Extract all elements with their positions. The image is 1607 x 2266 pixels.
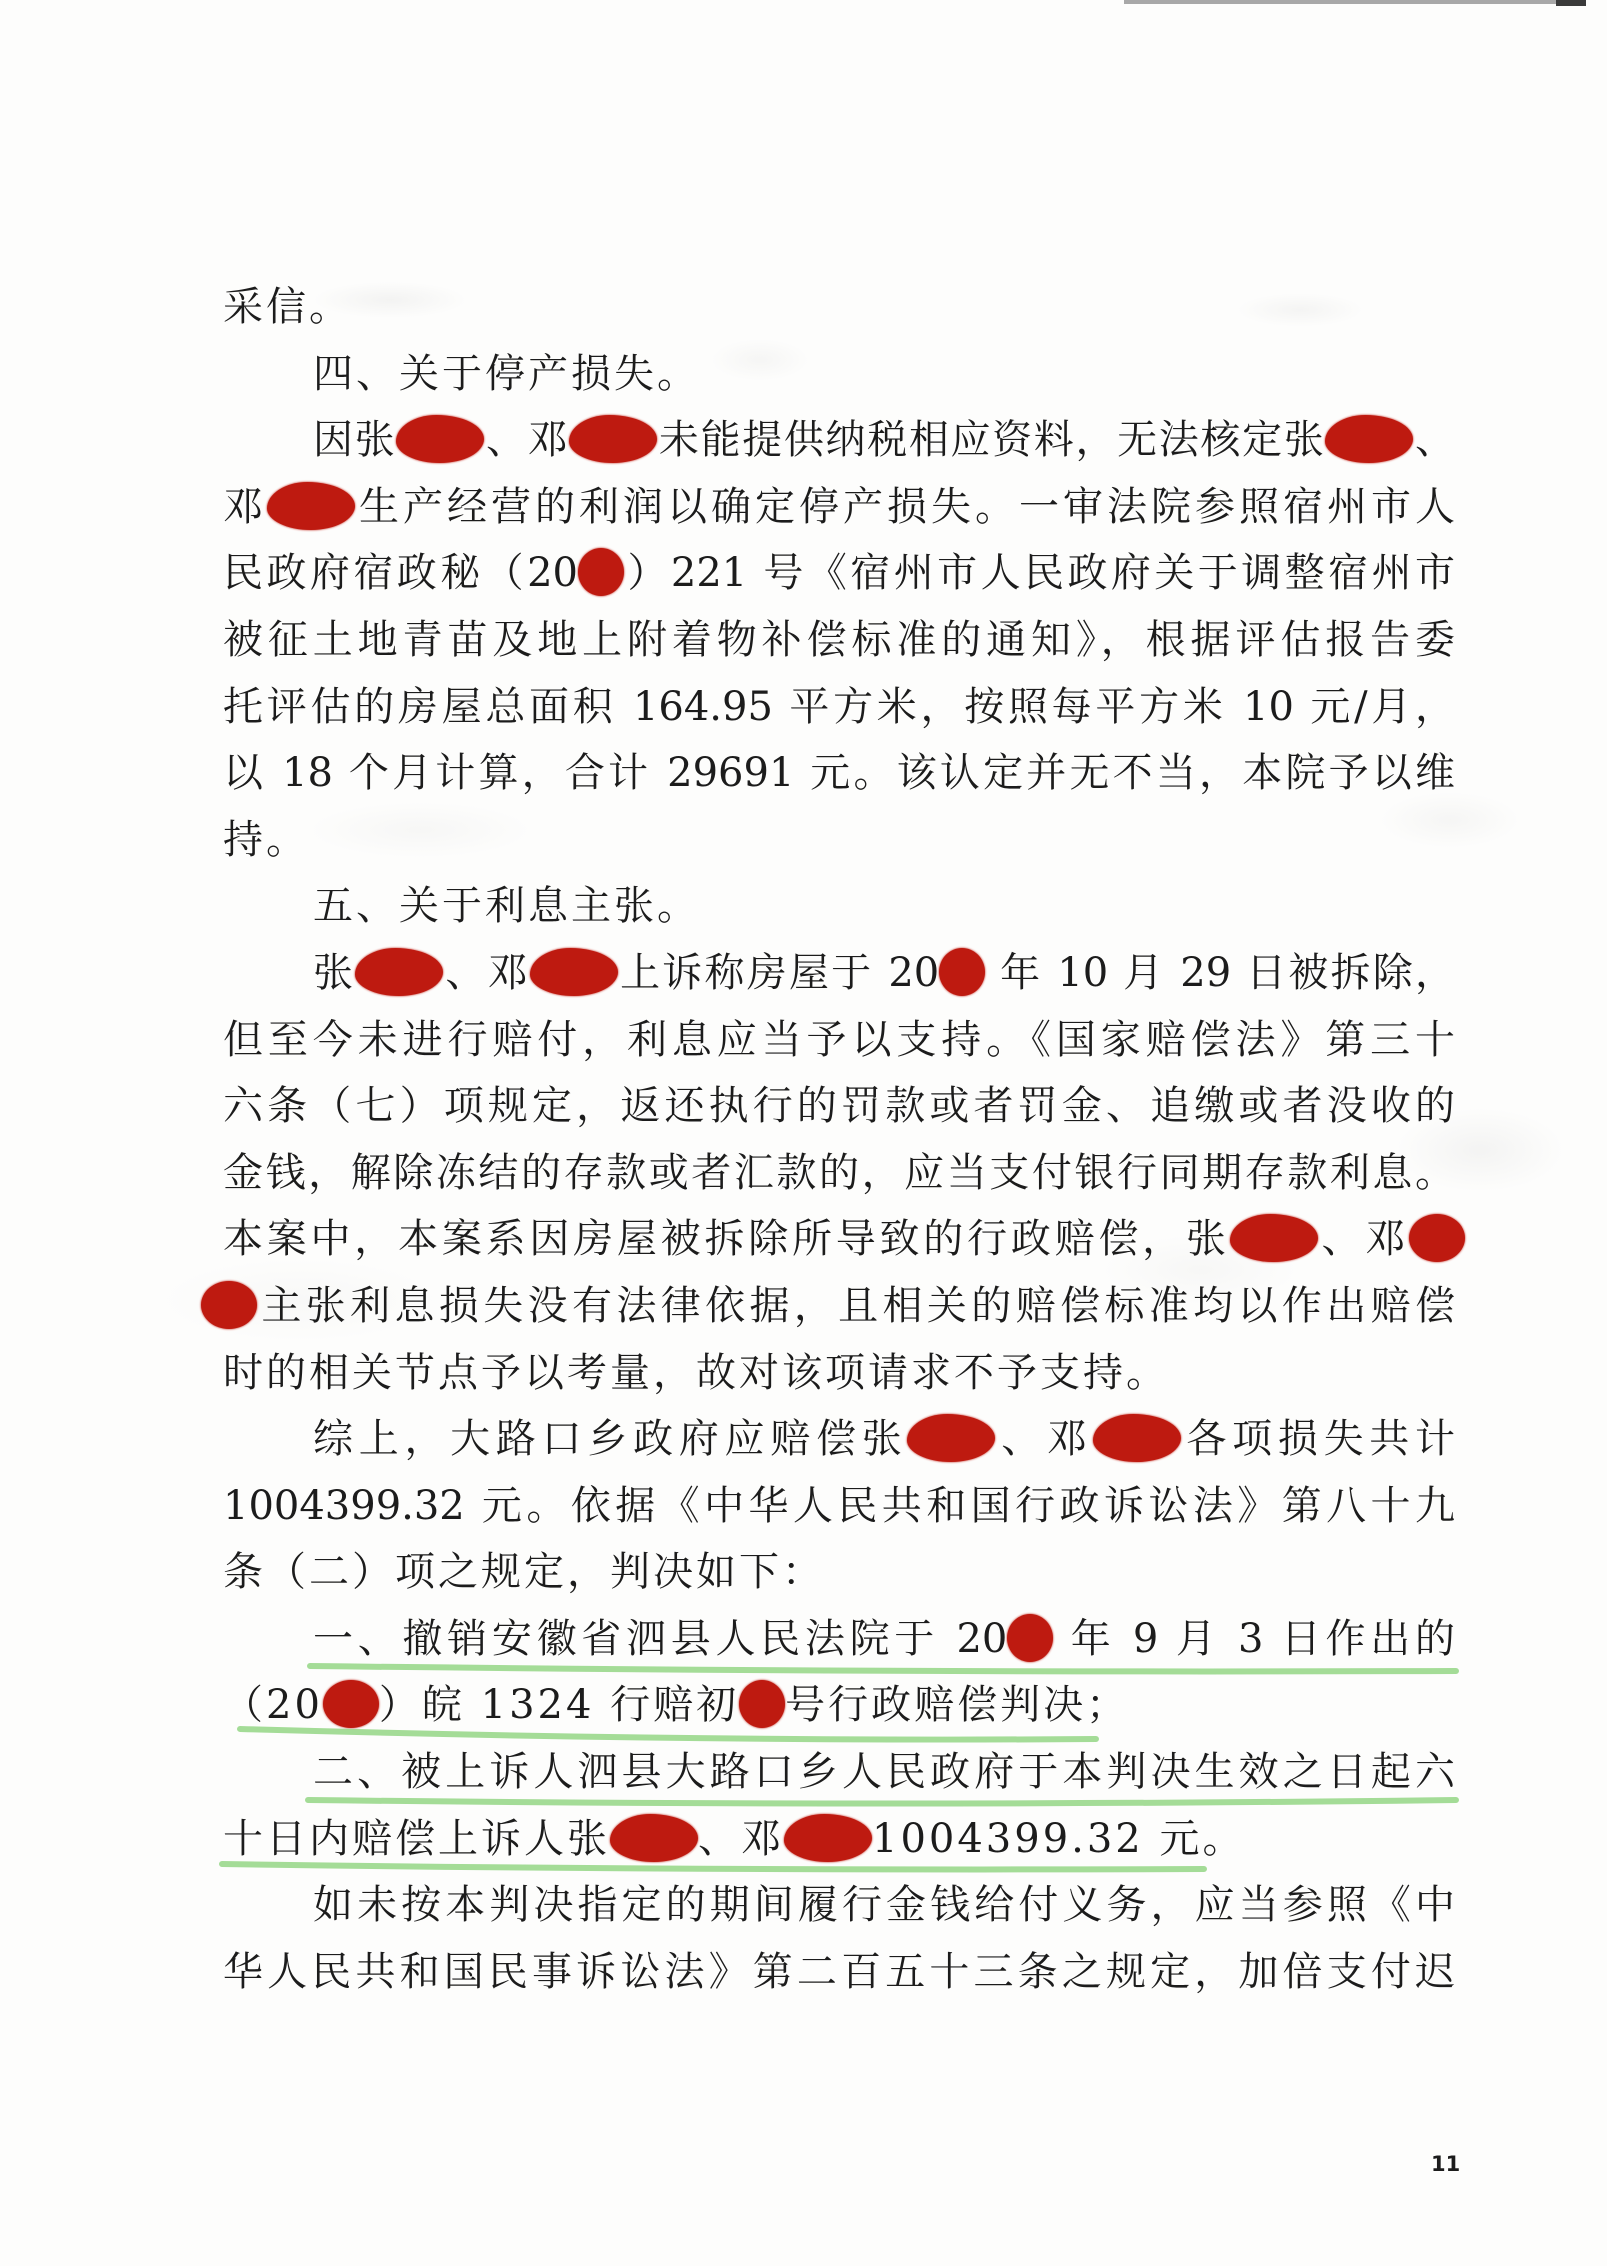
- redaction-mark: [396, 415, 484, 463]
- paragraph-line: [223, 1007, 1455, 1074]
- paragraph-line: [223, 1206, 1455, 1273]
- scan-edge-mark: [1124, 0, 1564, 4]
- paragraph-line: [223, 1340, 1455, 1407]
- redaction-mark: [1325, 415, 1413, 463]
- text-segment: 、邓: [1317, 1216, 1410, 1263]
- judgment-item-2-line: [223, 1739, 1455, 1806]
- section-heading-production-loss: [223, 341, 1455, 408]
- redaction-mark: [939, 948, 985, 996]
- redaction-mark: [610, 1814, 698, 1862]
- redaction-mark: [784, 1814, 872, 1862]
- text-segment: 生产经营的利润以确定停产损失。一审法院参照宿州市人: [355, 483, 1455, 530]
- paragraph-line: [223, 807, 1455, 874]
- text-segment: 未能提供纳税相应资料，无法核定张: [657, 417, 1326, 464]
- section-heading-interest-claim: [223, 873, 1455, 940]
- text-segment: 持。: [223, 816, 309, 863]
- text-segment: 张: [313, 949, 356, 996]
- text-segment: 上诉称房屋于 20: [617, 949, 940, 996]
- text-segment: ）皖 1324 行赔初: [378, 1682, 740, 1729]
- redaction-mark: [569, 415, 657, 463]
- text-segment: ）221 号《宿州市人民政府关于调整宿州市: [624, 550, 1455, 597]
- text-segment: 华人民共和国民事诉讼法》第二百五十三条之规定，加倍支付迟: [223, 1948, 1455, 1995]
- judgment-item-2-line: [223, 1806, 1455, 1873]
- text-segment: 民政府宿政秘（20: [223, 550, 578, 597]
- redaction-mark: [530, 948, 618, 996]
- text-segment: 综上，大路口乡政府应赔偿张: [313, 1416, 908, 1463]
- text-segment: 五、关于利息主张。: [313, 883, 700, 930]
- text-segment: 年 10 月 29 日被拆除，: [985, 949, 1455, 996]
- judgment-item-1-line: [223, 1606, 1455, 1673]
- text-segment: 但至今未进行赔付，利息应当予以支持。《国家赔偿法》第三十: [223, 1016, 1455, 1063]
- text-segment: 号行政赔偿判决；: [785, 1682, 1130, 1729]
- text-segment: 四、关于停产损失。: [313, 350, 700, 397]
- text-segment: 十日内赔偿上诉人张: [223, 1815, 610, 1862]
- paragraph-line: [223, 940, 1455, 1007]
- paragraph-line: [223, 607, 1455, 674]
- paragraph-line: [223, 1406, 1455, 1473]
- paragraph-line: [223, 474, 1455, 541]
- text-segment: 因张: [313, 417, 397, 464]
- paragraph-line: [223, 540, 1455, 607]
- text-segment: 、邓: [484, 417, 570, 464]
- text-segment: 1004399.32 元。: [872, 1815, 1246, 1862]
- text-segment: 、邓: [698, 1815, 784, 1862]
- text-segment: 、邓: [443, 949, 530, 996]
- paragraph-line: [223, 1473, 1455, 1540]
- redaction-mark: [907, 1414, 995, 1462]
- redaction-mark: [1409, 1214, 1465, 1262]
- paragraph-line: [223, 1939, 1455, 2006]
- text-segment: 托评估的房屋总面积 164.95 平方米，按照每平方米 10 元/月，: [223, 683, 1455, 730]
- redaction-mark: [267, 482, 355, 530]
- text-segment: 时的相关节点予以考量，故对该项请求不予支持。: [223, 1349, 1169, 1396]
- text-segment: （20: [223, 1682, 323, 1729]
- text-segment: 邓: [223, 483, 267, 530]
- text-segment: 二、被上诉人泗县大路口乡人民政府于本判决生效之日起六: [313, 1749, 1455, 1796]
- paragraph-line: [223, 1140, 1455, 1207]
- paragraph-line: [223, 274, 1455, 341]
- redaction-mark: [201, 1281, 257, 1329]
- redaction-mark: [323, 1680, 379, 1728]
- text-segment: 条（二）项之规定，判决如下：: [223, 1549, 825, 1596]
- text-segment: 如未按本判决指定的期间履行金钱给付义务，应当参照《中: [313, 1882, 1455, 1929]
- paragraph-line: [223, 1273, 1455, 1340]
- judgment-body-text: [223, 274, 1455, 2005]
- text-segment: 、邓: [995, 1416, 1093, 1463]
- text-segment: 主张利息损失没有法律依据，且相关的赔偿标准均以作出赔偿: [257, 1282, 1455, 1329]
- text-segment: 被征土地青苗及地上附着物补偿标准的通知》，根据评估报告委: [223, 616, 1455, 663]
- scan-corner-mark: [1556, 0, 1586, 6]
- text-segment: 金钱，解除冻结的存款或者汇款的，应当支付银行同期存款利息。: [223, 1149, 1455, 1196]
- text-segment: 、: [1413, 417, 1455, 464]
- redaction-mark: [578, 548, 624, 596]
- redaction-mark: [355, 948, 443, 996]
- redaction-mark: [1230, 1214, 1318, 1262]
- paragraph-line: [223, 1073, 1455, 1140]
- redaction-mark: [739, 1680, 785, 1728]
- paragraph-line: [223, 1872, 1455, 1939]
- text-segment: 采信。: [223, 284, 352, 330]
- page-number: 11: [1431, 2152, 1461, 2176]
- text-segment: 各项损失共计: [1180, 1416, 1455, 1463]
- judgment-item-1-line: [223, 1672, 1455, 1739]
- redaction-mark: [1093, 1414, 1181, 1462]
- paragraph-line: [223, 740, 1455, 807]
- paragraph-line: [223, 674, 1455, 741]
- redaction-mark: [1007, 1614, 1053, 1662]
- text-segment: 年 9 月 3 日作出的: [1053, 1615, 1455, 1662]
- text-segment: 1004399.32 元。依据《中华人民共和国行政诉讼法》第八十九: [223, 1482, 1455, 1529]
- text-segment: 一、撤销安徽省泗县人民法院于 20: [313, 1615, 1008, 1662]
- paragraph-line: [223, 407, 1455, 474]
- paragraph-line: [223, 1539, 1455, 1606]
- text-segment: 以 18 个月计算，合计 29691 元。该认定并无不当，本院予以维: [223, 750, 1455, 797]
- text-segment: 六条（七）项规定，返还执行的罚款或者罚金、追缴或者没收的: [223, 1083, 1455, 1130]
- text-segment: 本案中，本案系因房屋被拆除所导致的行政赔偿，张: [223, 1216, 1230, 1263]
